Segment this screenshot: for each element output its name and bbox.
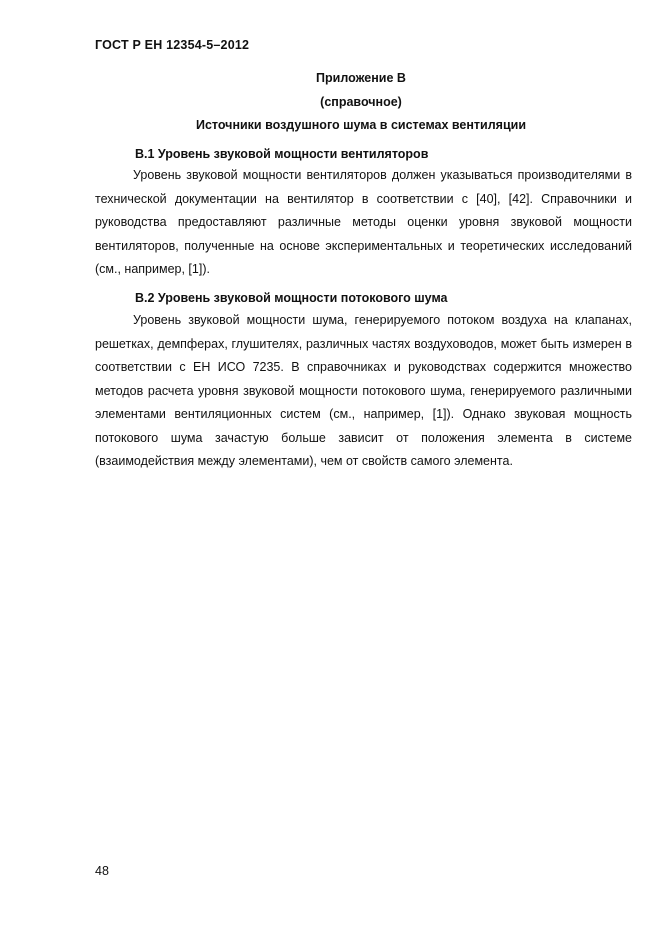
annex-title: Приложение В <box>316 71 406 85</box>
section-paragraph-b1: Уровень звуковой мощности вентиляторов должен указываться производителями в технической документации на вентилятор в соответствии с [40], [42]. Справочники и руководства предоставляют различные методы оценки уровня звуковой мощности вентиляторов, полученные на основе экспериментальных и теоретических исследований (см., например, [1]). <box>95 168 632 276</box>
page-number: 48 <box>95 864 109 878</box>
annex-heading: Источники воздушного шума в системах вентиляции <box>195 118 527 132</box>
section-paragraph-b2: Уровень звуковой мощности шума, генерируемого потоком воздуха на клапанах, решетках, демпферах, глушителях, различных частях воздуховодов, может быть измерен в соответствии с ЕН ИСО 7235. В справочниках и руководствах содержится множество методов расчета уровня звуковой мощности потокового шума, генерируемого различными элементами вентиляционных систем (см., например, [1]). Однако звуковая мощность потокового шума зачастую больше зависит от положения элемента в системе (взаимодействия между элементами), чем от свойств самого элемента. <box>95 313 632 468</box>
document-code: ГОСТ Р ЕН 12354-5–2012 <box>95 38 250 52</box>
section-heading-b2: В.2 Уровень звуковой мощности потокового шума <box>135 291 448 305</box>
section-heading-b1: В.1 Уровень звуковой мощности вентиляторов <box>135 147 429 161</box>
annex-type: (справочное) <box>320 95 402 109</box>
